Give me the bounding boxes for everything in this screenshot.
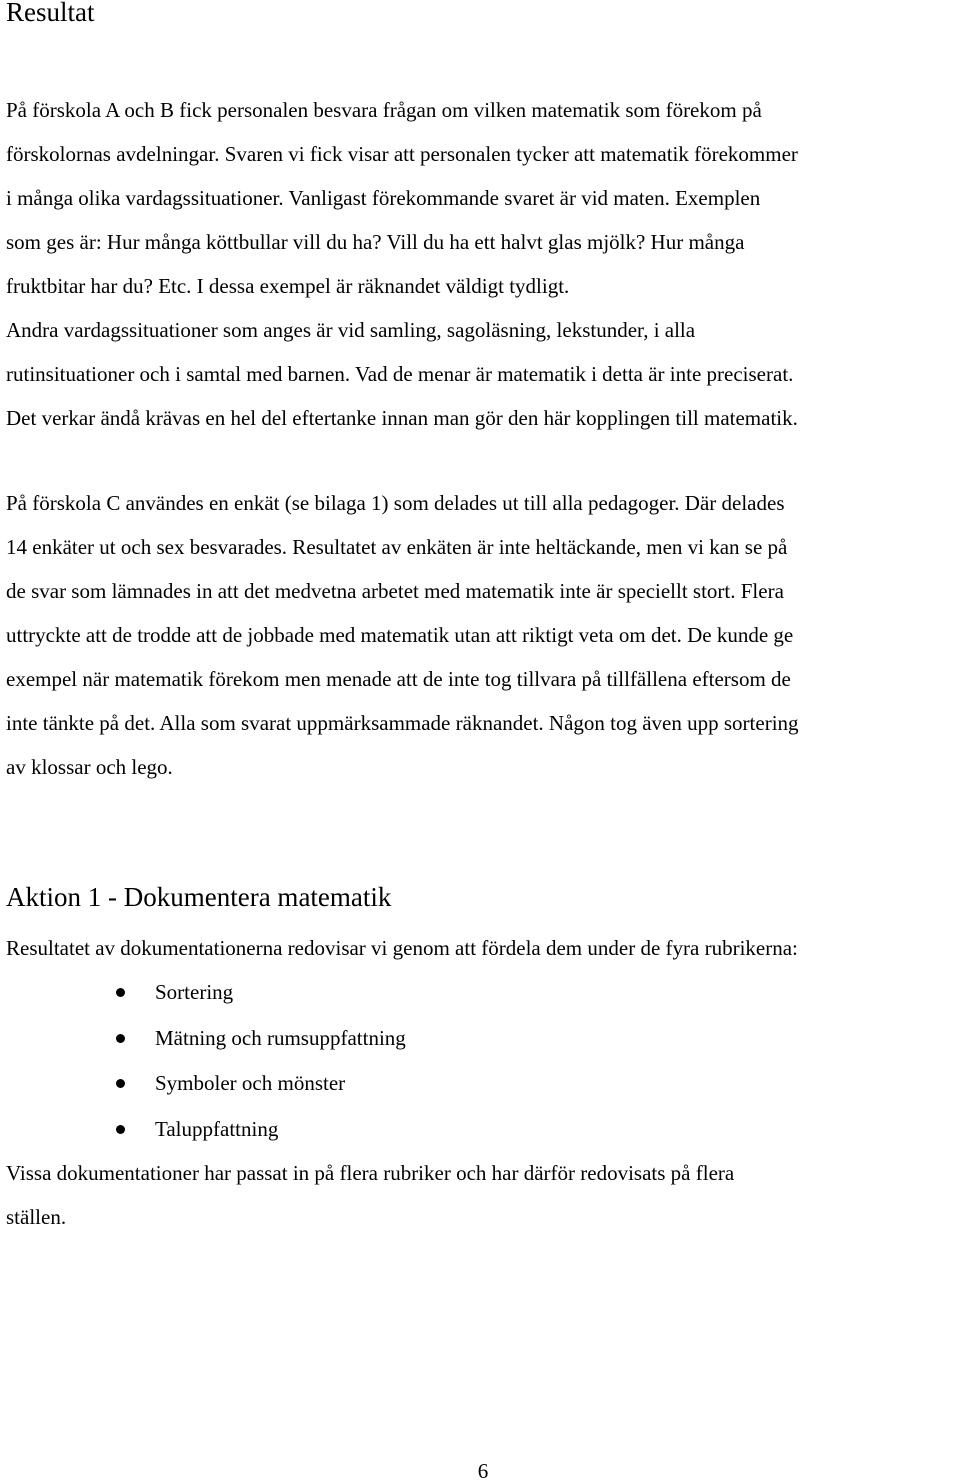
text-line: På förskola C användes en enkät (se bilaga 1) som delades ut till alla pedagoger. Där delades	[6, 491, 785, 515]
text-line: i många olika vardagssituationer. Vanligast förekommande svaret är vid maten. Exemplen	[6, 186, 761, 210]
text-line: Resultatet av dokumentationerna redovisar vi genom att fördela dem under de fyra rubrikerna:	[6, 936, 798, 960]
list-item	[0, 1061, 406, 1107]
text-line: de svar som lämnades in att det medvetna arbetet med matematik inte är speciellt stort. Flera	[6, 579, 784, 603]
text-line: inte tänkte på det. Alla som svarat uppmärksammade räknandet. Någon tog även upp sortering	[6, 711, 799, 735]
text-line: Andra vardagssituationer som anges är vid samling, sagoläsning, lekstunder, i alla	[6, 318, 696, 342]
page-number: 6	[477, 1459, 489, 1483]
text-line: förskolornas avdelningar. Svaren vi fick visar att personalen tycker att matematik förekommer	[6, 142, 798, 166]
text-line: Det verkar ändå krävas en hel del eftertanke innan man gör den här kopplingen till matematik.	[6, 406, 798, 430]
list-item	[0, 1107, 406, 1153]
bullet-icon	[116, 1034, 125, 1043]
list-item-label: Sortering	[155, 980, 234, 1004]
text-line: 14 enkäter ut och sex besvarades. Resultatet av enkäten är inte heltäckande, men vi kan se på	[6, 535, 788, 559]
paragraph-closing	[6, 1151, 960, 1239]
heading-resultat: Resultat	[6, 0, 95, 27]
text-line: ställen.	[6, 1205, 67, 1229]
text-line: som ges är: Hur många köttbullar vill du ha? Vill du ha ett halvt glas mjölk? Hur många	[6, 230, 745, 254]
text-line: Vissa dokumentationer har passat in på flera rubriker och har därför redovisats på flera	[6, 1161, 735, 1185]
list-item-label: Taluppfattning	[155, 1117, 279, 1142]
rubrik-list	[0, 970, 406, 1153]
paragraph-rubriker-intro	[6, 926, 960, 970]
bullet-icon	[116, 1125, 125, 1134]
text-line: exempel när matematik förekom men menade att de inte tog tillvara på tillfällena eftersom de	[6, 667, 791, 691]
heading-aktion-1: Aktion 1 - Dokumentera matematik	[6, 882, 392, 912]
bullet-icon	[116, 988, 125, 997]
text-line: av klossar och lego.	[6, 755, 173, 779]
text-line: rutinsituationer och i samtal med barnen. Vad de menar är matematik i detta är inte preciserat.	[6, 362, 794, 386]
list-item-label: Mätning och rumsuppfattning	[155, 1025, 406, 1050]
list-item	[0, 970, 406, 1016]
paragraph-enkat	[6, 481, 960, 789]
list-item-label: Symboler och mönster	[155, 1071, 346, 1096]
text-line: fruktbitar har du? Etc. I dessa exempel är räknandet väldigt tydligt.	[6, 274, 570, 298]
list-item	[0, 1016, 406, 1062]
bullet-icon	[116, 1079, 125, 1088]
text-line: På förskola A och B fick personalen besvara frågan om vilken matematik som förekom på	[6, 98, 762, 122]
text-line: uttryckte att de trodde att de jobbade med matematik utan att riktigt veta om det. De kunde ge	[6, 623, 794, 647]
paragraph-personal-survey	[6, 88, 960, 440]
